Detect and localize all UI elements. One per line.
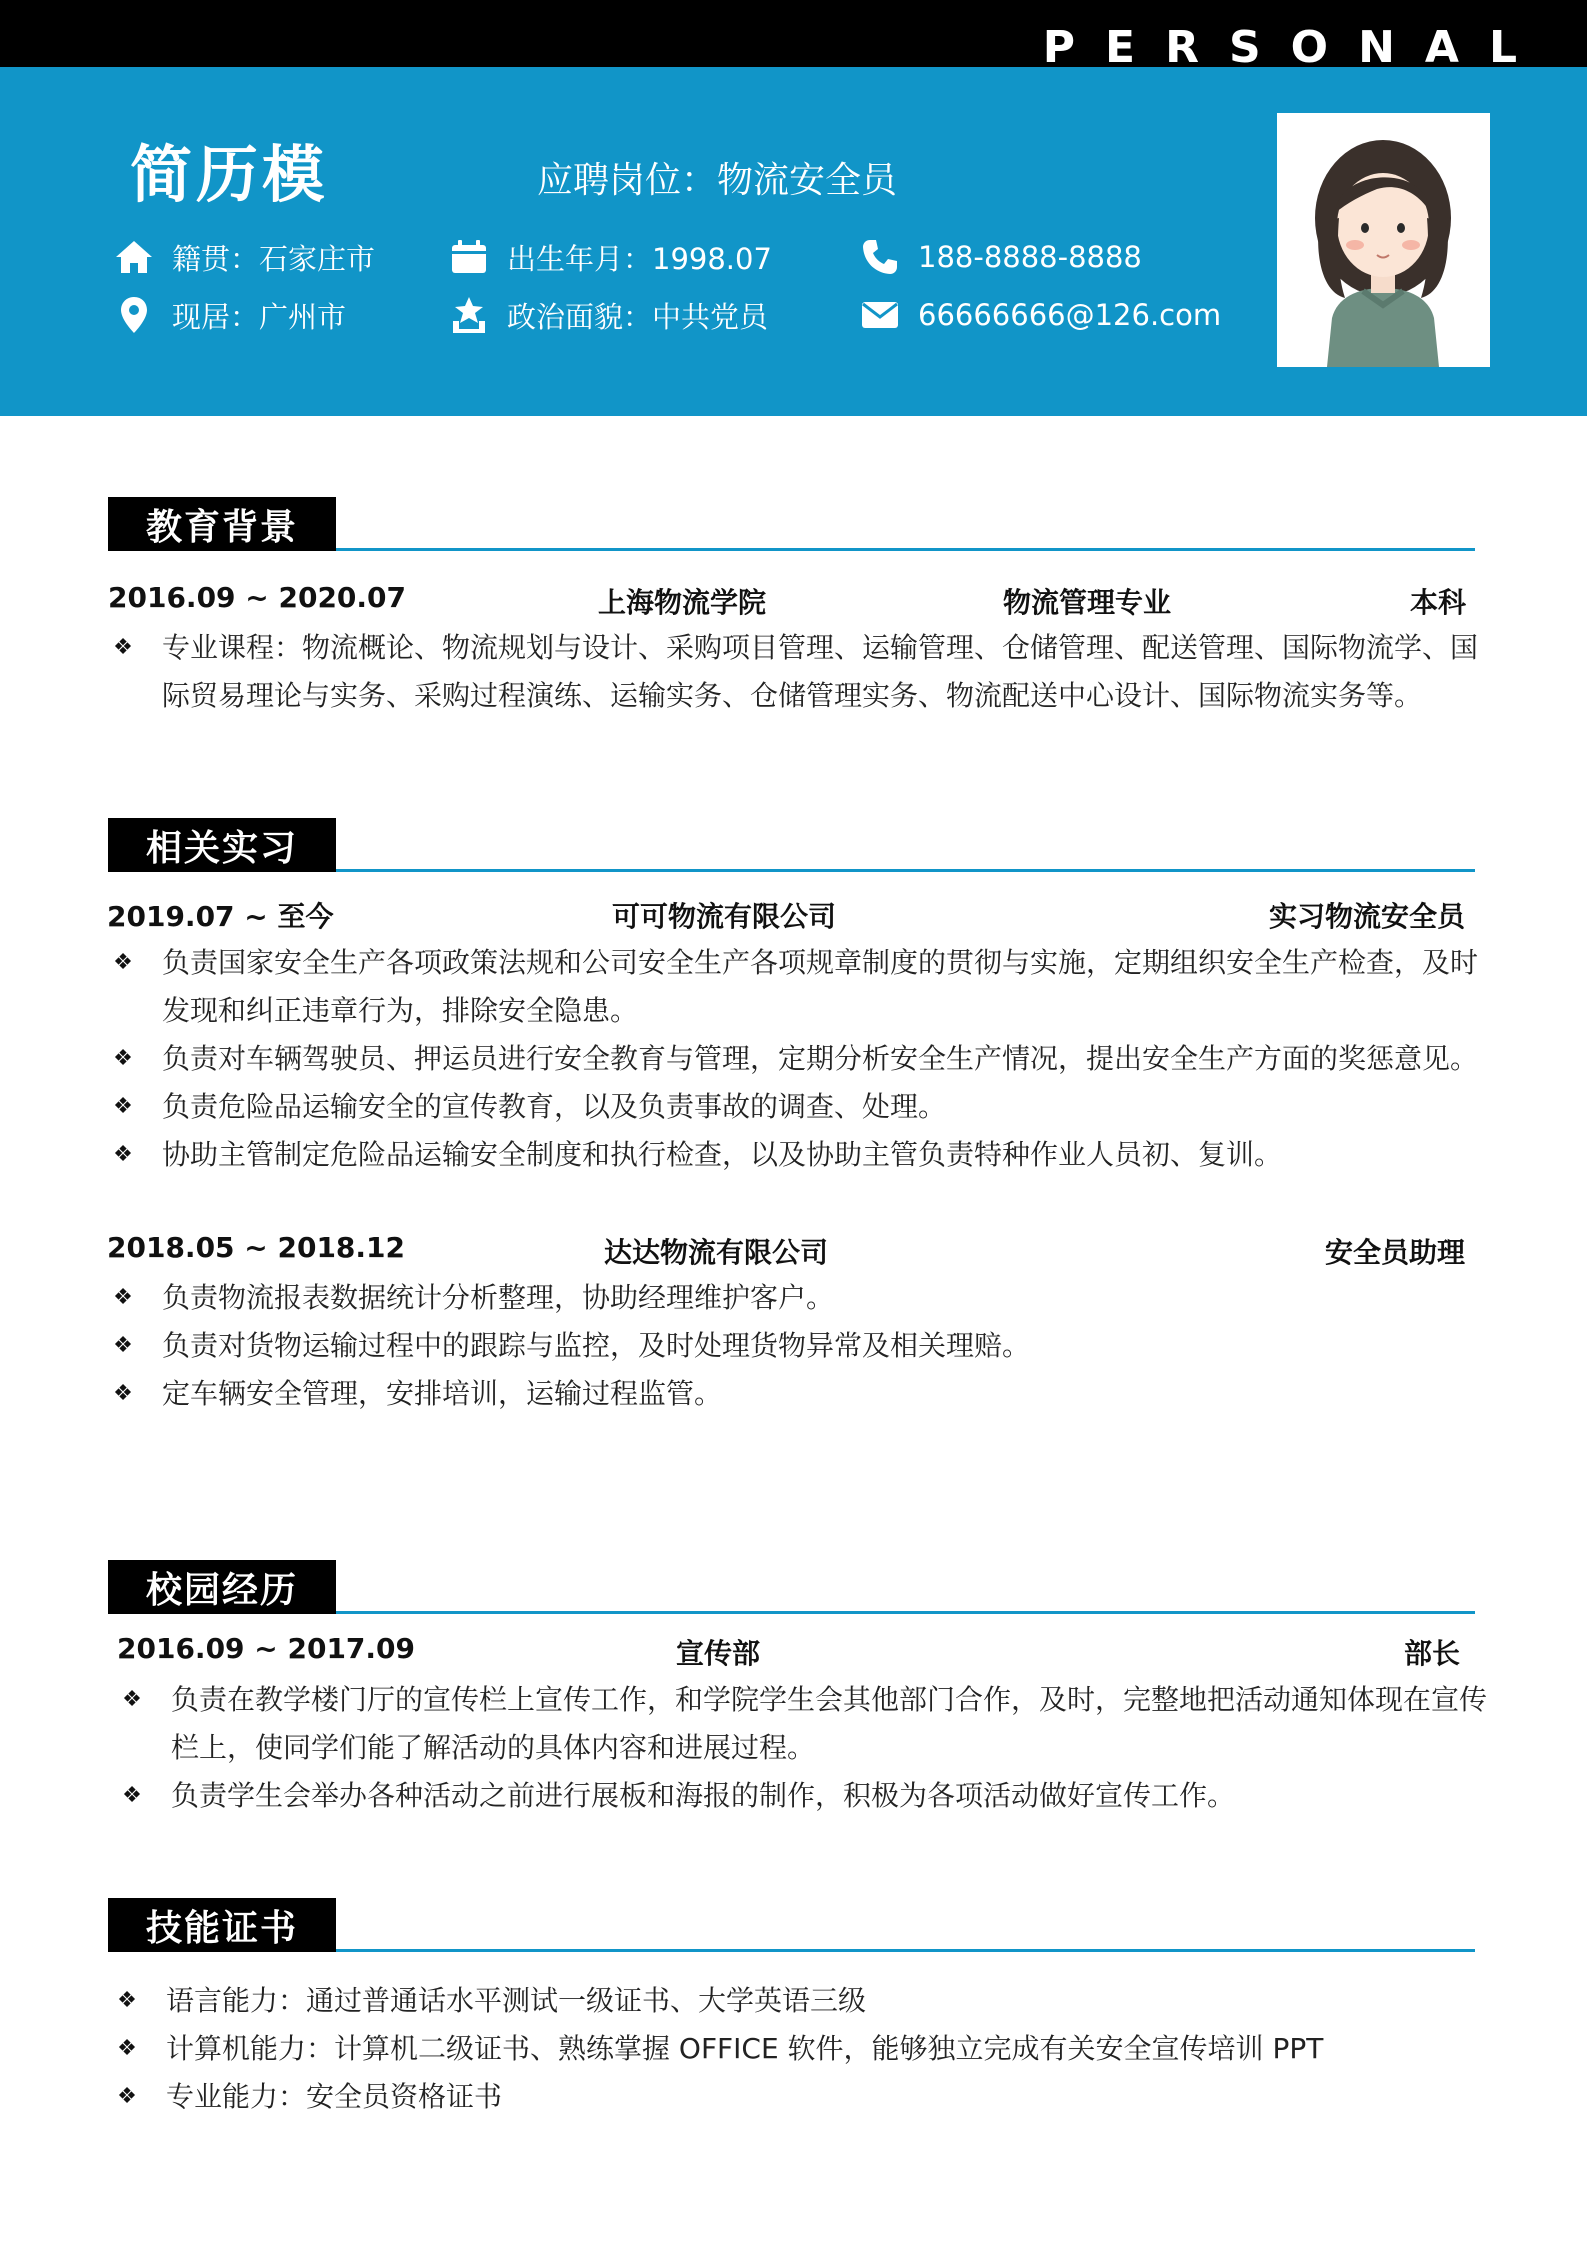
political-status: 政治面貌：中共党员 [447, 293, 768, 337]
campus-date: 2016.09 ~ 2017.09 [117, 1632, 416, 1665]
section-divider [336, 1949, 1475, 1952]
internship-row-2 [107, 1231, 1474, 1271]
internship-title: 相关实习 [108, 818, 336, 872]
list-item: ❖ 专业课程：物流概论、物流规划与设计、采购项目管理、运输管理、仓储管理、配送管理、国际物流学、国际贸易理论与实务、采购过程演练、运输实务、仓储管理实务、物流配送中心设计、国际物流实务等。 [108, 624, 1478, 720]
education-degree: 本科 [1410, 586, 1467, 619]
bullet-diamond-icon: ❖ [113, 1094, 133, 1119]
bullet-diamond-icon: ❖ [113, 1142, 133, 1167]
bullet-diamond-icon: ❖ [117, 2036, 137, 2061]
list-item: ❖ 负责物流报表数据统计分析整理，协助经理维护客户。 [108, 1274, 1478, 1322]
job-company: 达达物流有限公司 [604, 1236, 829, 1269]
calendar-icon [447, 235, 491, 279]
bullet-diamond-icon: ❖ [113, 1285, 133, 1310]
skills-list [112, 1977, 1482, 2121]
list-item: ❖ 负责对货物运输过程中的跟踪与监控，及时处理货物异常及相关理赔。 [108, 1322, 1478, 1370]
internship-section-header [108, 818, 1475, 872]
job-position: 应聘岗位：物流安全员 [537, 160, 898, 201]
section-divider [336, 869, 1475, 872]
list-item: ❖ 负责学生会举办各种活动之前进行展板和海报的制作，积极为各项活动做好宣传工作。 [117, 1772, 1487, 1820]
bullet-diamond-icon: ❖ [122, 1783, 142, 1808]
list-item: ❖ 负责危险品运输安全的宣传教育，以及负责事故的调查、处理。 [108, 1083, 1478, 1131]
education-title: 教育背景 [108, 497, 336, 551]
banner-text: PERSONAL [1042, 22, 1547, 67]
profile-photo [1277, 113, 1490, 367]
education-major: 物流管理专业 [1003, 586, 1172, 619]
resume-header [0, 67, 1587, 416]
list-item: ❖ 定车辆安全管理，安排培训，运输过程监管。 [108, 1370, 1478, 1418]
skills-title: 技能证书 [108, 1898, 336, 1952]
birth-date: 出生年月：1998.07 [447, 235, 772, 279]
top-banner [0, 0, 1587, 67]
bullet-diamond-icon: ❖ [113, 950, 133, 975]
job-date: 2019.07 ~ 至今 [107, 900, 334, 933]
education-date: 2016.09 ~ 2020.07 [108, 581, 407, 614]
list-item: ❖ 语言能力：通过普通话水平测试一级证书、大学英语三级 [112, 1977, 1482, 2025]
bullet-diamond-icon: ❖ [113, 635, 133, 660]
job-company: 可可物流有限公司 [612, 900, 837, 933]
phone-icon [858, 235, 902, 279]
bullet-diamond-icon: ❖ [113, 1046, 133, 1071]
avatar-illustration [1277, 113, 1490, 367]
education-courses [108, 624, 1478, 720]
education-row [108, 581, 1475, 621]
job-role: 实习物流安全员 [1269, 900, 1466, 933]
campus-dept: 宣传部 [676, 1637, 761, 1670]
phone: 188-8888-8888 [858, 235, 1142, 279]
location-pin-icon [112, 293, 156, 337]
job-date: 2018.05 ~ 2018.12 [107, 1231, 406, 1264]
bullet-diamond-icon: ❖ [117, 1988, 137, 2013]
campus-section-header [108, 1560, 1475, 1614]
section-divider [336, 548, 1475, 551]
internship-row-1 [107, 895, 1474, 935]
home-icon [112, 235, 156, 279]
bullet-diamond-icon: ❖ [113, 1333, 133, 1358]
list-item: ❖ 负责国家安全生产各项政策法规和公司安全生产各项规章制度的贯彻与实施，定期组织安全生产检查，及时发现和纠正违章行为，排除安全隐患。 [108, 939, 1478, 1035]
internship-2-duties [108, 1274, 1478, 1418]
campus-title: 校园经历 [108, 1560, 336, 1614]
list-item: ❖ 负责对车辆驾驶员、押运员进行安全教育与管理，定期分析安全生产情况，提出安全生产方面的奖惩意见。 [108, 1035, 1478, 1083]
star-badge-icon [447, 293, 491, 337]
candidate-name: 简历模 [130, 138, 329, 211]
internship-1-duties [108, 939, 1478, 1179]
native-place: 籍贯：石家庄市 [112, 235, 375, 279]
campus-role: 部长 [1404, 1637, 1461, 1670]
skills-section-header [108, 1898, 1475, 1952]
campus-row [117, 1632, 1477, 1672]
list-item: ❖ 专业能力：安全员资格证书 [112, 2073, 1482, 2121]
list-item: ❖ 协助主管制定危险品运输安全制度和执行检查，以及协助主管负责特种作业人员初、复训。 [108, 1131, 1478, 1179]
education-school: 上海物流学院 [598, 586, 767, 619]
education-section-header [108, 497, 1475, 551]
bullet-diamond-icon: ❖ [113, 1381, 133, 1406]
job-role: 安全员助理 [1325, 1236, 1466, 1269]
list-item: ❖ 负责在教学楼门厅的宣传栏上宣传工作，和学院学生会其他部门合作，及时，完整地把活动通知体现在宣传栏上，使同学们能了解活动的具体内容和进展过程。 [117, 1676, 1487, 1772]
residence: 现居：广州市 [112, 293, 346, 337]
bullet-diamond-icon: ❖ [122, 1687, 142, 1712]
mail-icon [858, 293, 902, 337]
list-item: ❖ 计算机能力：计算机二级证书、熟练掌握 OFFICE 软件，能够独立完成有关安全宣传培训 PPT [112, 2025, 1482, 2073]
section-divider [336, 1611, 1475, 1614]
bullet-diamond-icon: ❖ [117, 2084, 137, 2109]
email: 66666666@126.com [858, 293, 1221, 337]
campus-duties [117, 1676, 1487, 1820]
